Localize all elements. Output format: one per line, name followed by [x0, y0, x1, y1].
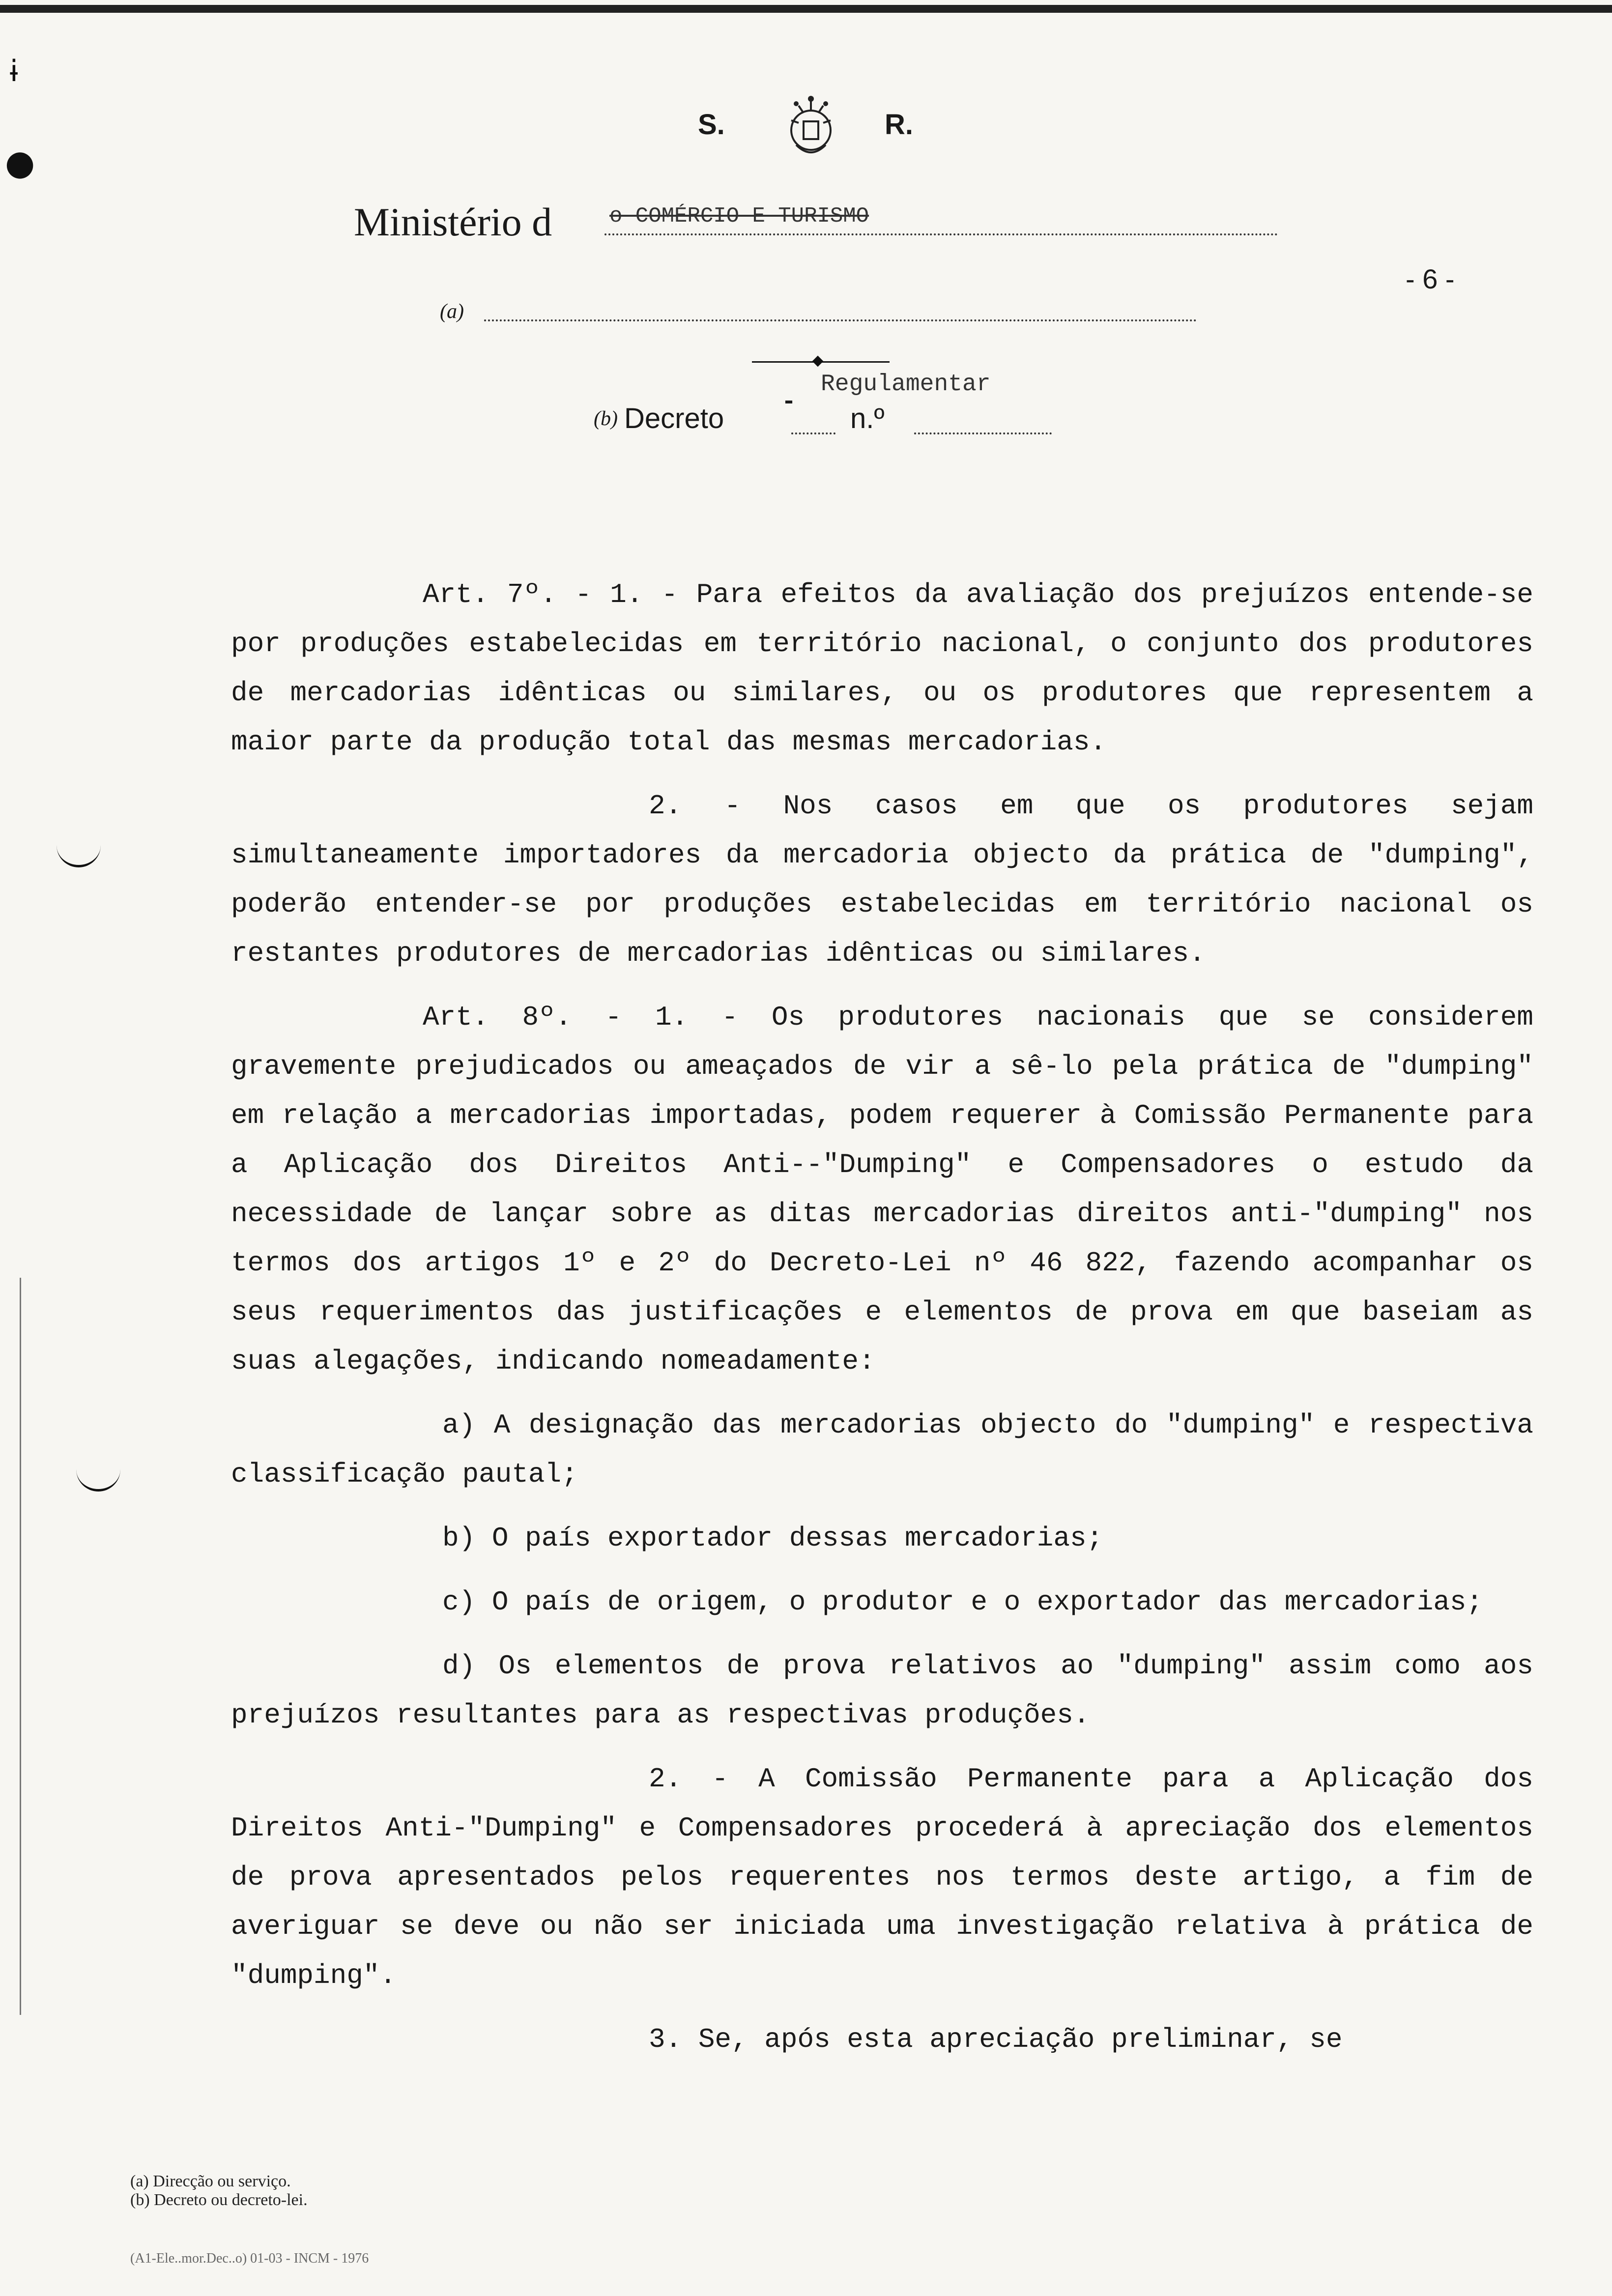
edge-ink-mark: ●	[5, 143, 35, 183]
decreto-number-dotted-line	[914, 432, 1052, 434]
decreto-label: Decreto	[624, 402, 724, 434]
header-r-letter: R.	[885, 109, 913, 141]
edge-ink-mark: ɨ	[10, 54, 18, 88]
article-8-item-b: b) O país exportador dessas mercadorias;	[442, 1522, 1103, 1554]
page-number: - 6 -	[1406, 263, 1455, 294]
ministry-dotted-line	[604, 233, 1278, 235]
footnote-b: (b) Decreto ou decreto-lei.	[130, 2191, 308, 2209]
ministry-name: o COMÉRCIO E TURISMO	[609, 204, 869, 229]
article-8-paragraph-3: 3. Se, após esta apreciação preliminar, se	[649, 2024, 1343, 2055]
article-7-paragraph-1: Art. 7º. - 1. - Para efeitos da avaliação dos prejuízos entende-se por produções estabelecidas em território nacional, o conjunto dos produtores de mercadorias idênticas ou similares, ou os produtores que representem a maior parte da produção total das mesmas mercadorias.	[231, 579, 1533, 758]
printer-imprint: (A1-Ele..mor.Dec..o) 01-03 - INCM - 1976	[130, 2251, 369, 2266]
decreto-dotted-line	[791, 432, 835, 434]
footnote-a: (a) Direcção ou serviço.	[130, 2172, 291, 2190]
coat-of-arms-icon	[777, 91, 845, 165]
margin-ink-mark	[76, 1469, 120, 1492]
decreto-field-label: (b)	[594, 407, 618, 430]
top-border-rule	[0, 5, 1612, 13]
decreto-type: Regulamentar	[821, 371, 991, 398]
direction-dotted-line	[484, 319, 1197, 321]
decreto-number-label: n.º	[850, 402, 885, 434]
margin-ink-mark	[57, 845, 101, 867]
article-8-item-d: d) Os elementos de prova relativos ao "dumping" assim como aos prejuízos resultantes para as respectivas produções.	[231, 1650, 1533, 1731]
article-7-paragraph-2: 2. - Nos casos em que os produtores sejam simultaneamente importadores da mercadoria objecto da prática de "dumping", poderão entender-se por produções estabelecidas em território nacional os restantes produtores de mercadorias idênticas ou similares.	[231, 790, 1533, 969]
article-8-item-a: a) A designação das mercadorias objecto do "dumping" e respectiva classificação pautal;	[231, 1409, 1533, 1490]
margin-edge-shadow	[20, 1278, 21, 2015]
article-8-item-c: c) O país de origem, o produtor e o exportador das mercadorias;	[442, 1586, 1483, 1618]
ministry-label: Ministério d	[354, 200, 552, 244]
decreto-dash: -	[781, 388, 797, 416]
header-s-letter: S.	[698, 109, 725, 141]
direction-field-label: (a)	[440, 300, 464, 323]
article-8-paragraph-1: Art. 8º. - 1. - Os produtores nacionais que se considerem gravemente prejudicados ou ameaçados de vir a sê-lo pela prática de "dumping" em relação a mercadorias importadas, podem requerer à Comissão Permanente para a Aplicação dos Direitos Anti--"Dumping" e Compensadores o estudo da necessidade de lançar sobre as ditas mercadorias direitos anti-"dumping" nos termos dos artigos 1º e 2º do Decreto-Lei nº 46 822, fazendo acompanhar os seus requerimentos das justificações e elementos de prova em que baseiam as suas alegações, indicando nomeadamente:	[231, 1002, 1533, 1377]
footnotes	[130, 2172, 308, 2210]
document-body	[231, 570, 1533, 2079]
article-8-paragraph-2: 2. - A Comissão Permanente para a Aplicação dos Direitos Anti-"Dumping" e Compensadores procederá à apreciação dos elementos de prova apresentados pelos requerentes nos termos deste artigo, a fim de averiguar se deve ou não ser iniciada uma investigação relativa à prática de "dumping".	[231, 1763, 1533, 1991]
divider-diamond-icon	[812, 356, 824, 367]
